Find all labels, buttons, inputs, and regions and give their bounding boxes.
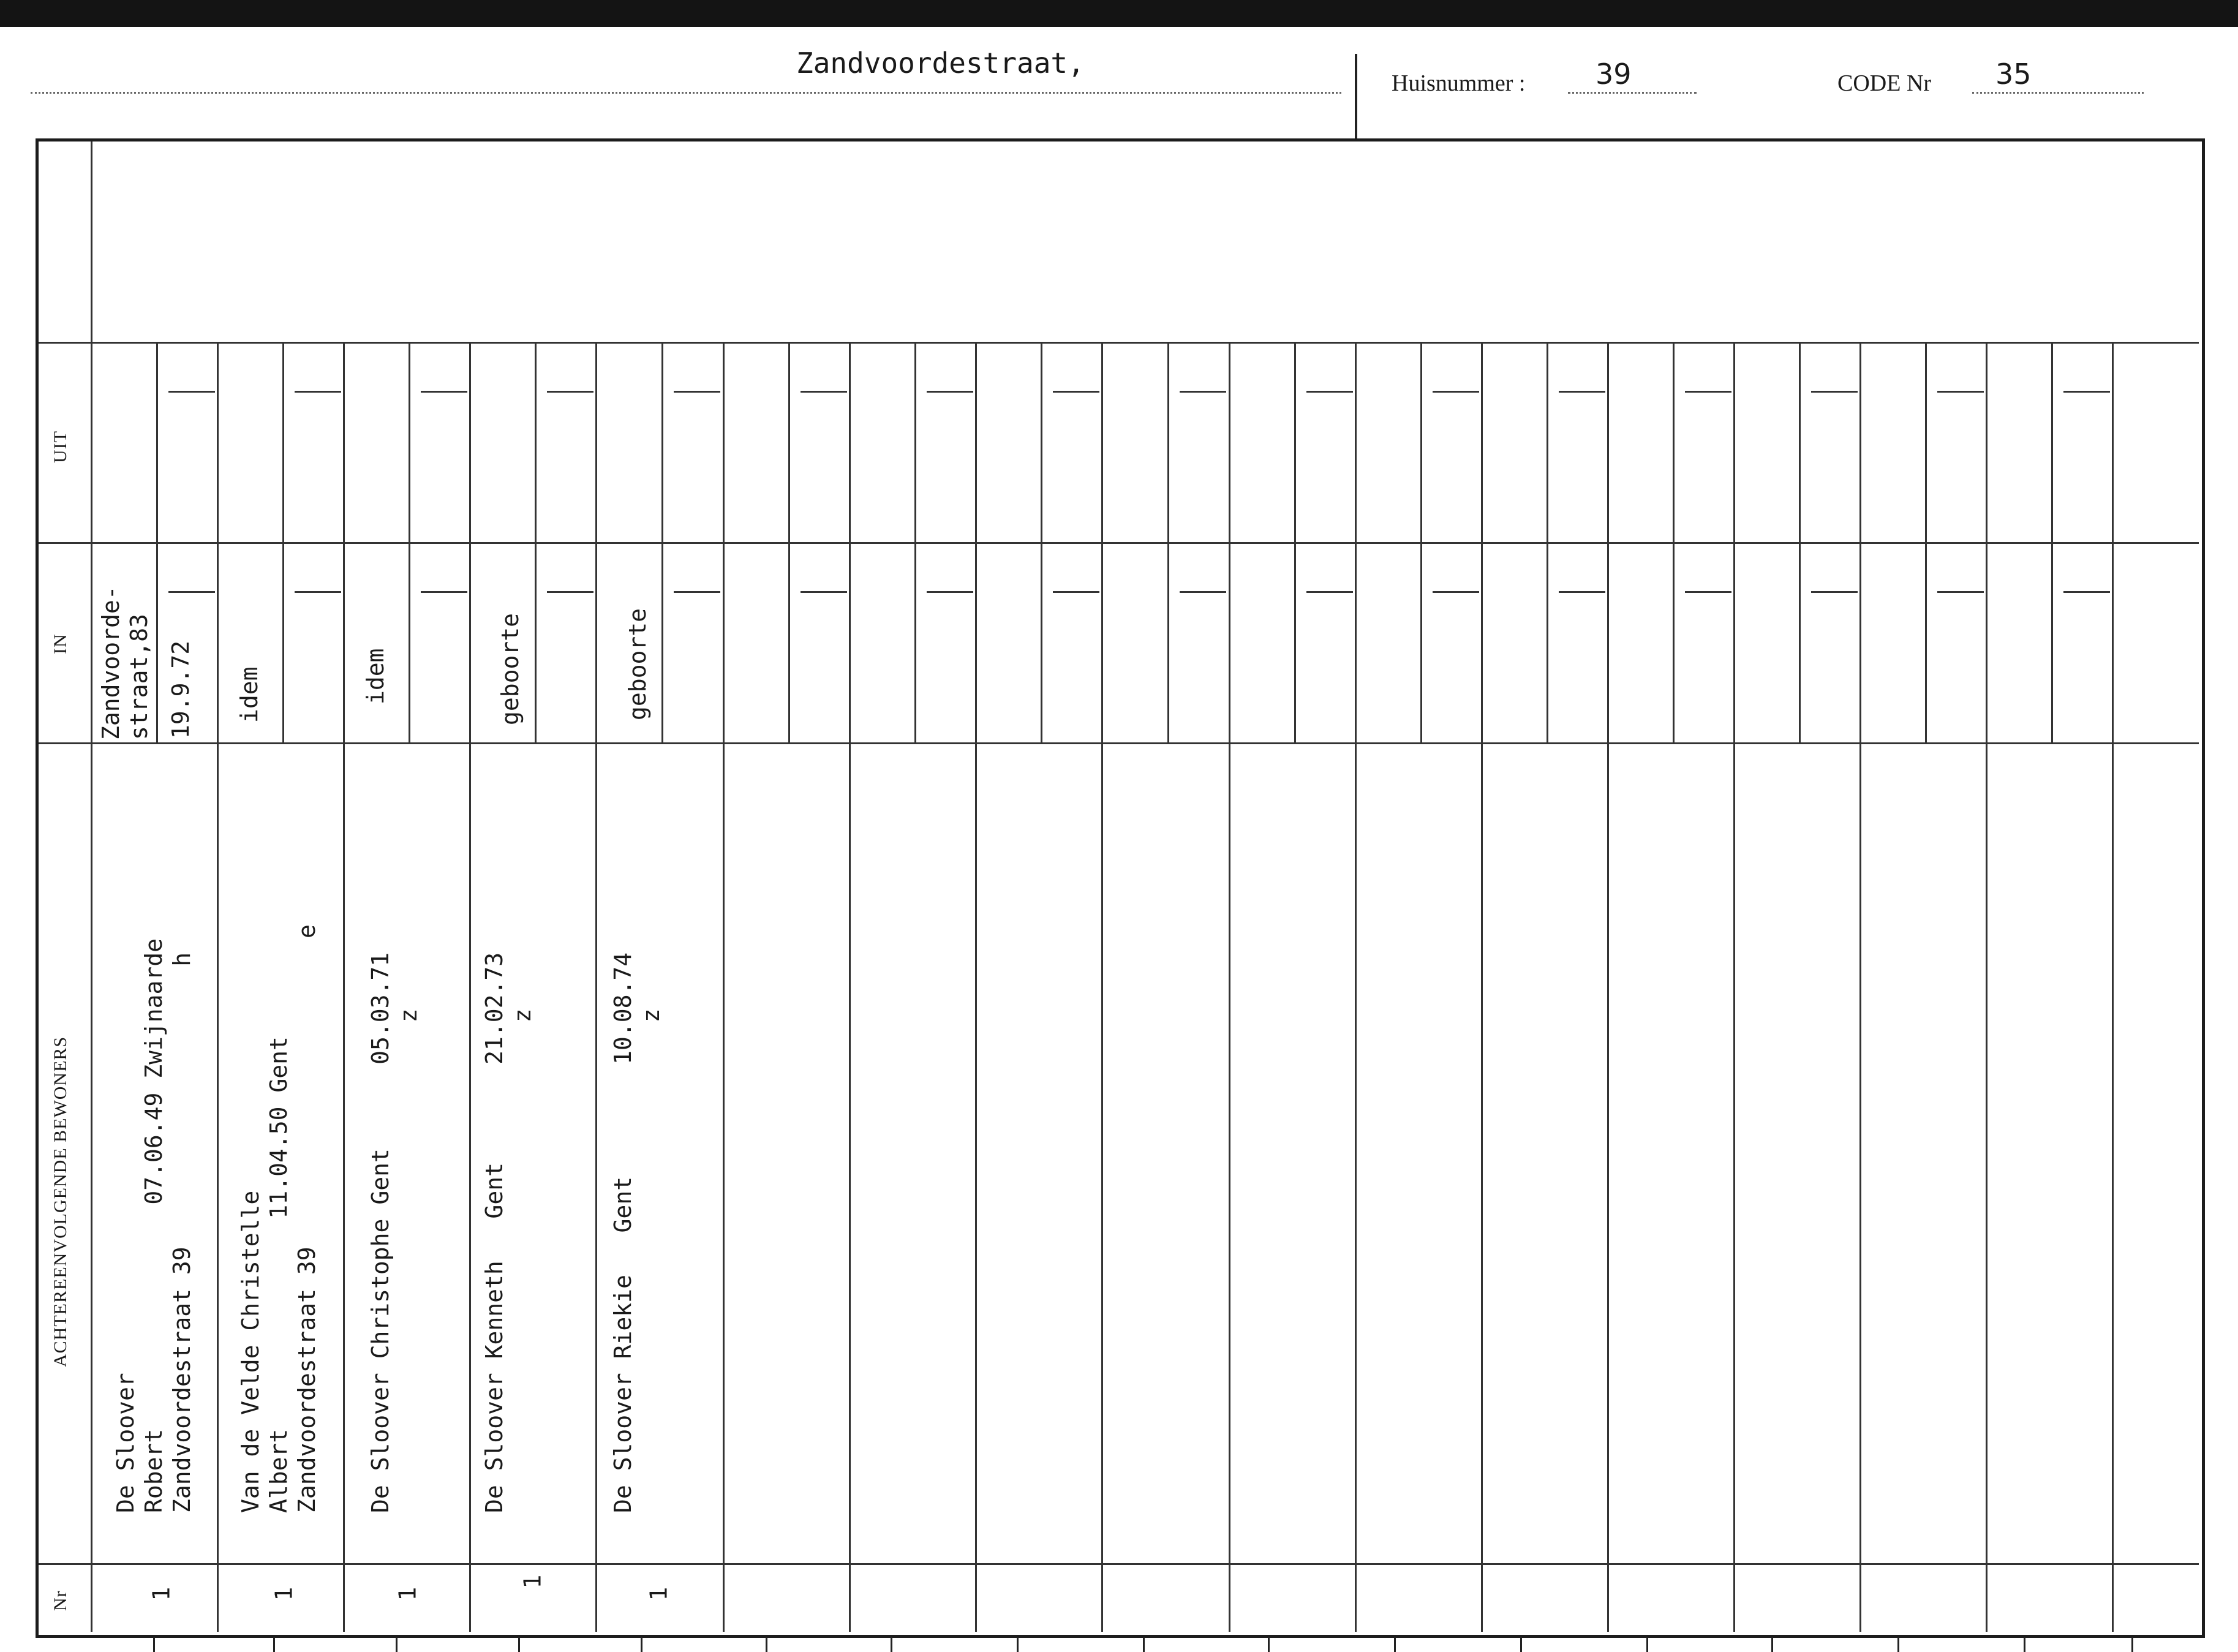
resident-3-nr: 1 <box>394 1586 421 1601</box>
bewoners-label: ACHTEREENVOLGENDE BEWONERS <box>50 1036 70 1367</box>
resident-1-line-1: De Sloover <box>112 1373 139 1513</box>
uit-dash-5 <box>674 391 720 393</box>
in-dash-14 <box>1811 591 1858 593</box>
uit-dash-16 <box>2063 391 2110 393</box>
subcolumn-divider-8 <box>1041 342 1042 742</box>
uit-dash-3 <box>421 391 467 393</box>
in-dash-10 <box>1306 591 1353 593</box>
bottom-tick-6 <box>766 1637 767 1652</box>
resident-4-line-1: De Sloover Kenneth Gent 21.02.73 <box>481 952 508 1513</box>
uit-dash-10 <box>1306 391 1353 393</box>
uit-dash-12 <box>1559 391 1605 393</box>
bottom-tick-14 <box>1771 1637 1773 1652</box>
subcolumn-divider-10 <box>1294 342 1296 742</box>
resident-1-in <box>97 586 153 740</box>
in-top-line <box>39 542 2199 544</box>
subcolumn-divider-7 <box>914 342 916 742</box>
in-dash-7 <box>927 591 973 593</box>
in-dash-11 <box>1433 591 1479 593</box>
resident-2-line-3: Zandvoordestraat 39 e <box>293 924 320 1513</box>
in-label: IN <box>50 633 70 654</box>
resident-5-in: geboorte <box>624 608 651 720</box>
street-dotted-line <box>31 92 1341 94</box>
uit-top-line <box>39 342 2199 344</box>
subcolumn-divider-9 <box>1167 342 1169 742</box>
uit-dash-13 <box>1685 391 1731 393</box>
bottom-tick-13 <box>1646 1637 1648 1652</box>
subcolumn-divider-1 <box>156 342 158 742</box>
register-frame <box>36 138 2205 1638</box>
code-value: 35 <box>1995 58 2032 91</box>
in-dash-4 <box>547 591 593 593</box>
uit-dash-11 <box>1433 391 1479 393</box>
in-dash-6 <box>801 591 847 593</box>
resident-1-text <box>111 938 196 1513</box>
column-divider-7 <box>975 342 977 1632</box>
in-dash-13 <box>1685 591 1731 593</box>
resident-2-text <box>236 924 321 1513</box>
resident-3-line-2: z <box>395 1008 422 1513</box>
bottom-tick-4 <box>518 1637 520 1652</box>
bottom-tick-5 <box>641 1637 642 1652</box>
in-dash-8 <box>1053 591 1099 593</box>
resident-1-in-line-2: straat,83 <box>126 614 153 740</box>
label-column-divider <box>91 141 92 1632</box>
subcolumn-divider-2 <box>282 342 284 742</box>
column-divider-3 <box>469 342 471 1632</box>
column-divider-10 <box>1355 342 1357 1632</box>
uit-dash-15 <box>1937 391 1984 393</box>
bottom-tick-15 <box>1897 1637 1899 1652</box>
uit-label: UIT <box>50 431 70 463</box>
resident-2-line-1: Van de Velde Christelle <box>237 1190 264 1513</box>
header-separator <box>1355 54 1357 140</box>
column-divider-11 <box>1481 342 1483 1632</box>
huisnummer-dotted-line <box>1568 92 1697 94</box>
resident-4-line-2: z <box>509 1008 536 1513</box>
column-divider-13 <box>1733 342 1735 1632</box>
resident-5-nr: 1 <box>645 1586 673 1601</box>
bottom-tick-10 <box>1268 1637 1270 1652</box>
subcolumn-divider-15 <box>1925 342 1927 742</box>
column-divider-2 <box>343 342 345 1632</box>
in-dash-5 <box>674 591 720 593</box>
bottom-tick-9 <box>1143 1637 1145 1652</box>
subcolumn-divider-16 <box>2051 342 2053 742</box>
resident-3-text <box>366 952 423 1513</box>
resident-4-nr: 1 <box>519 1574 546 1589</box>
bottom-tick-16 <box>2024 1637 2025 1652</box>
uit-dash-1 <box>168 391 215 393</box>
huisnummer-label: Huisnummer : <box>1392 70 1526 96</box>
street-name: Zandvoordestraat, <box>796 47 1085 80</box>
resident-4-text <box>480 952 537 1513</box>
uit-dash-2 <box>295 391 341 393</box>
subcolumn-divider-6 <box>788 342 790 742</box>
resident-5-text <box>609 952 665 1513</box>
bottom-tick-8 <box>1017 1637 1019 1652</box>
resident-2-nr: 1 <box>270 1586 298 1601</box>
uit-dash-14 <box>1811 391 1858 393</box>
uit-dash-7 <box>927 391 973 393</box>
column-divider-12 <box>1607 342 1609 1632</box>
resident-1-line-3: Zandvoordestraat 39 h <box>168 952 195 1513</box>
resident-5-line-2: z <box>638 1008 665 1513</box>
bottom-tick-17 <box>2131 1637 2133 1652</box>
bottom-tick-3 <box>396 1637 397 1652</box>
in-dash-12 <box>1559 591 1605 593</box>
resident-1-line-2: Robert 07.06.49 Zwijnaarde <box>140 938 167 1513</box>
column-divider-9 <box>1229 342 1230 1632</box>
in-dash-2 <box>295 591 341 593</box>
subcolumn-divider-4 <box>535 342 537 742</box>
code-label: CODE Nr <box>1837 70 1932 96</box>
subcolumn-divider-12 <box>1547 342 1548 742</box>
in-dash-9 <box>1180 591 1226 593</box>
bottom-tick-2 <box>273 1637 275 1652</box>
column-divider-14 <box>1859 342 1861 1632</box>
bottom-tick-11 <box>1394 1637 1396 1652</box>
column-divider-4 <box>595 342 597 1632</box>
column-divider-8 <box>1101 342 1103 1632</box>
resident-1-nr: 1 <box>148 1586 175 1601</box>
uit-dash-8 <box>1053 391 1099 393</box>
subcolumn-divider-3 <box>409 342 410 742</box>
resident-5-line-1: De Sloover Riekie Gent 10.08.74 <box>609 952 636 1513</box>
column-divider-5 <box>723 342 725 1632</box>
subcolumn-divider-11 <box>1420 342 1422 742</box>
subcolumn-divider-5 <box>661 342 663 742</box>
in-dash-3 <box>421 591 467 593</box>
scan-top-border <box>0 0 2238 27</box>
column-divider-6 <box>849 342 851 1632</box>
subcolumn-divider-14 <box>1799 342 1801 742</box>
nr-top-line <box>39 1563 2199 1565</box>
uit-dash-9 <box>1180 391 1226 393</box>
resident-4-in: geboorte <box>497 613 524 725</box>
column-divider-1 <box>217 342 219 1632</box>
in-dash-1 <box>168 591 215 593</box>
bottom-tick-1 <box>153 1637 155 1652</box>
uit-dash-4 <box>547 391 593 393</box>
bottom-tick-7 <box>891 1637 892 1652</box>
column-divider-16 <box>2112 342 2114 1632</box>
column-divider-15 <box>1986 342 1987 1632</box>
resident-1-in-date: 19.9.72 <box>167 640 194 739</box>
resident-3-line-1: De Sloover Christophe Gent 05.03.71 <box>367 952 394 1513</box>
huisnummer-value: 39 <box>1596 58 1632 91</box>
resident-2-in: idem <box>236 666 263 723</box>
code-dotted-line <box>1972 92 2144 94</box>
resident-3-in: idem <box>362 648 389 704</box>
resident-1-in-line-1: Zandvoorde- <box>97 586 124 740</box>
subcolumn-divider-13 <box>1673 342 1675 742</box>
nr-label: Nr <box>50 1590 70 1611</box>
in-dash-16 <box>2063 591 2110 593</box>
in-dash-15 <box>1937 591 1984 593</box>
uit-dash-6 <box>801 391 847 393</box>
bewoners-top-line <box>39 742 2199 744</box>
bottom-tick-12 <box>1520 1637 1522 1652</box>
resident-2-line-2: Albert 11.04.50 Gent <box>265 1036 292 1513</box>
